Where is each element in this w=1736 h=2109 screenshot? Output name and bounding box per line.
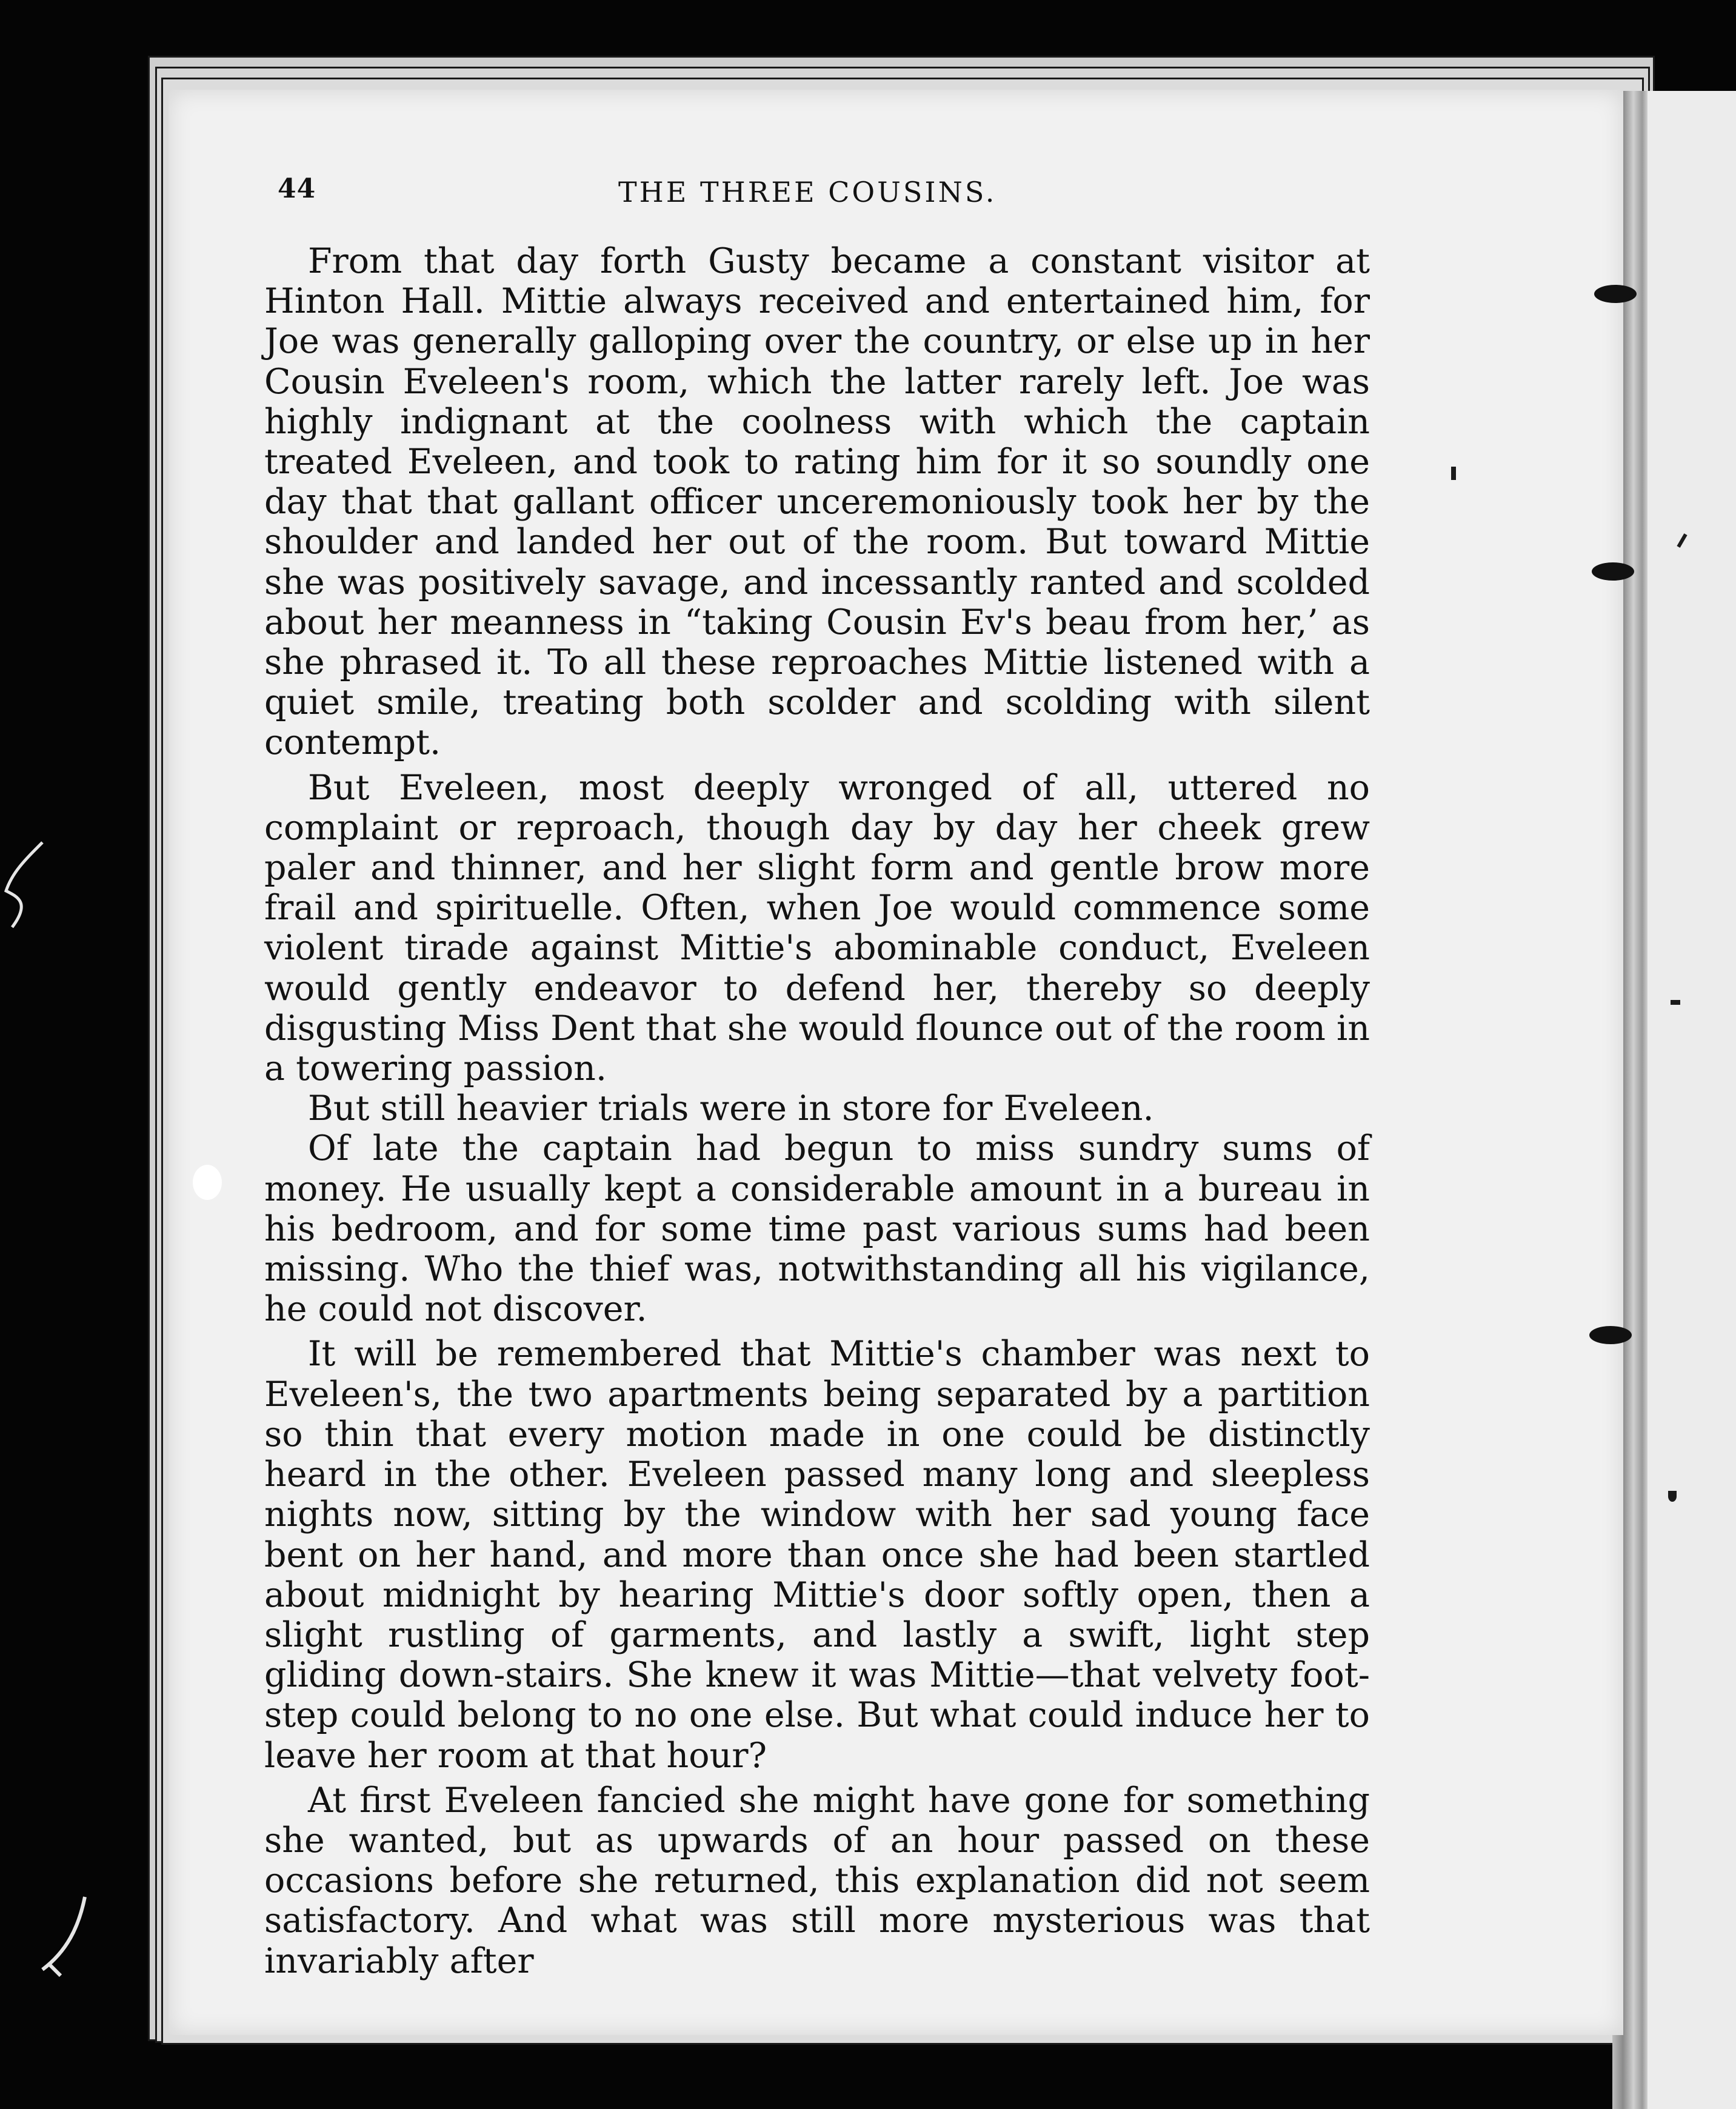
scan-speck (1668, 1491, 1677, 1502)
scan-speck (1451, 467, 1456, 480)
paragraph: Of late the captain had begun to miss sundry sums of money. He usually kept a considerable amount in a bureau in his bedroom, and for some time past various sums had been missing. Who the thief was, notwithstanding all his vigilance, he could not discover. (264, 1128, 1370, 1330)
running-title: THE THREE COUSINS. (618, 176, 997, 208)
body-text (264, 241, 1370, 1981)
scan-smudge (193, 1165, 222, 1200)
paragraph: From that day forth Gusty became a constant visitor at Hinton Hall. Mittie always received and entertained him, for Joe was generally galloping over the country, or else up in her Cousin Eveleen's room, which the latter rarely left. Joe was highly indignant at the coolness with which the captain treated Eveleen, and took to rating him for it so soundly one day that that gallant officer unceremoniously took her by the shoulder and landed her out of the room. But toward Mittie she was positively savage, and incessantly ranted and scolded about her meanness in “taking Cousin Ev's beau from her,’ as she phrased it. To all these reproaches Mittie listened with a quiet smile, treating both scolder and scolding with silent contempt. (264, 241, 1370, 763)
binding-hole (1594, 285, 1637, 303)
page-number: 44 (278, 173, 316, 204)
paragraph: It will be remembered that Mittie's chamber was next to Eveleen's, the two apartments being separated by a partition so thin that every motion made in one could be distinctly heard in the other. Eveleen passed many long and sleepless nights now, sitting by the window with her sad young face bent on her hand, and more than once she had been startled about midnight by hearing Mittie's door softly open, then a slight rustling of garments, and lastly a swift, light step gliding down-stairs. She knew it was Mittie—that velvety foot-step could belong to no one else. But what could induce her to leave her room at that hour? (264, 1334, 1370, 1776)
scan-speck (1671, 1000, 1680, 1005)
margin-scribble (0, 836, 55, 933)
paragraph: At first Eveleen fancied she might have gone for something she wanted, but as upwards of an hour passed on these occasions before she returned, this explanation did not seem satisfactory. And what was still more mysterious was that invariably after (264, 1780, 1370, 1981)
binding-hole (1589, 1326, 1632, 1344)
paragraph: But still heavier trials were in store for Eveleen. (308, 1088, 1154, 1129)
margin-scribble (36, 1891, 103, 1982)
paragraph: But Eveleen, most deeply wronged of all, uttered no complaint or reproach, though day by day her cheek grew paler and thinner, and her slight form and gentle brow more frail and spirituelle. Often, when Joe would commence some violent tirade against Mittie's abominable conduct, Eveleen would gently endeavor to defend her, thereby so deeply disgusting Miss Dent that she would flounce out of the room in a towering passion. (264, 767, 1370, 1089)
binding-hole (1592, 562, 1634, 581)
